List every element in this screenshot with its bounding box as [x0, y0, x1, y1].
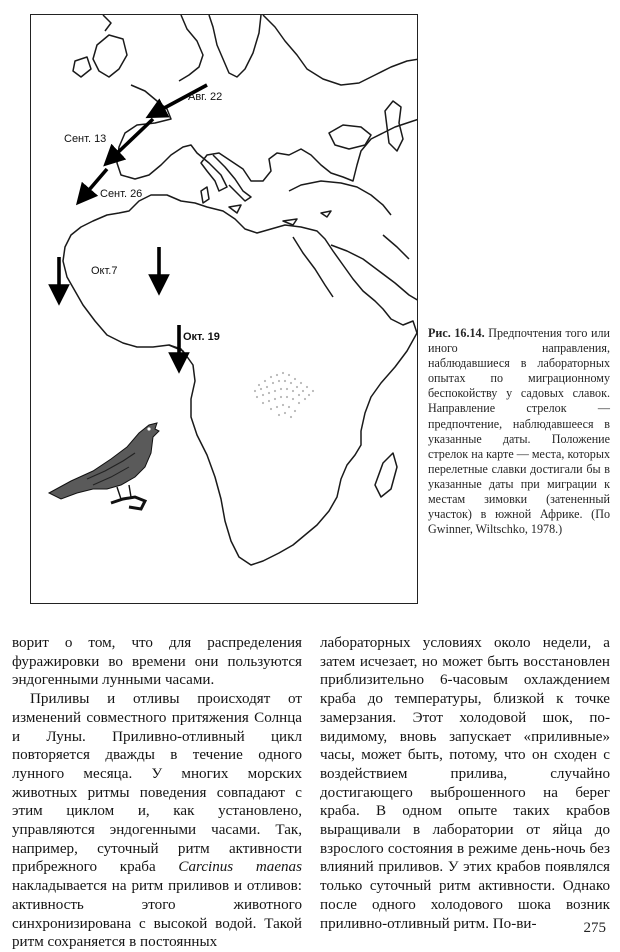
- label-oct19: Окт. 19: [183, 331, 220, 343]
- label-oct7: Окт.7: [91, 265, 118, 277]
- left-paragraph-2-start: Приливы и отливы происходят от изменений совместного притяжения Солнца и Луны. Приливно-отливный цикл повторяется дважды в течение одного лунного месяца. У многих морских животных ритмы поведения совпадают с этим циклом и, как установлено, управляются эндогенными часами. Так, например, суточный ритм активности прибрежного краба: [12, 691, 302, 876]
- europe-coast: [117, 85, 418, 191]
- africa-outline: [63, 195, 417, 565]
- text-column-right: [320, 634, 610, 933]
- label-sep13: Сент. 13: [64, 133, 107, 145]
- africa-europe-map: [31, 15, 418, 604]
- caption-text: Предпочтения того или иного направления, наблюдавшиеся в лабораторных опытах по миграционному беспокойству у садовых славок. Направление стрелок — предпочтение, наблюдавшееся в указанные даты. Положение стрелок на карте — места, которых перелетные славки достигали бы в указанные даты при миграции к местам зимовки (затененный участок) в южной Африке. (По Gwinner, Wiltschko, 1978.): [428, 326, 610, 537]
- right-paragraph-1: лабораторных условиях около недели, а затем исчезает, но может быть восстановлен приблизительно 6-часовым охлаждением краба до температуры, близкой к точке замерзания. Этот холодовой шок, по-видимому, вновь запускает «приливные» часы, может быть, потому, что он сходен с воздействием прилива, случайно достигающего выброшенного на берег краба. В одном опыте таких крабов выращивали в лаборатории от яйца до взрослого состояния в режиме день-ночь без влияний приливов. У этих крабов появлялся только суточный ритм активности. Однако после одного холодового шока возник приливно-отливный ритм. По-ви-: [320, 635, 610, 932]
- text-column-left: [12, 634, 302, 952]
- madagascar: [375, 453, 397, 497]
- asia-minor: [289, 181, 391, 215]
- scandinavia-outline: [209, 15, 261, 77]
- red-sea: [293, 237, 333, 297]
- cyprus: [321, 211, 331, 217]
- persian-gulf: [383, 235, 409, 259]
- wintering-area: [254, 372, 314, 418]
- figure-map: [30, 14, 418, 604]
- page-number: 275: [583, 920, 606, 936]
- black-sea: [329, 125, 371, 149]
- europe-east: [263, 15, 418, 85]
- sardinia: [201, 187, 209, 203]
- figure-caption: [428, 326, 610, 537]
- left-paragraph-2-end: накладывается на ритм приливов и отливов: активность этого животного синхронизирована с высокой водой. Такой ритм сохраняется в постоянных: [12, 878, 302, 951]
- arrow-sep13: [111, 119, 153, 159]
- left-paragraph-1: ворит о том, что для распределения фуражировки во времени они пользуются эндогенными лунными часами.: [12, 635, 302, 689]
- ireland: [73, 57, 91, 77]
- sicily: [229, 205, 241, 213]
- figure-number: Рис. 16.14.: [428, 326, 485, 340]
- caspian-sea: [385, 101, 403, 151]
- arabia: [331, 245, 418, 301]
- label-aug22: Авг. 22: [188, 91, 223, 103]
- left-paragraph-2: [12, 690, 302, 952]
- species-name: Carcinus maenas: [178, 859, 302, 876]
- label-sep26: Сент. 26: [100, 188, 143, 200]
- norway-coast: [179, 15, 203, 81]
- iceland-fragment: [103, 15, 111, 31]
- british-isles: [93, 35, 127, 77]
- crete: [283, 219, 297, 225]
- warbler-illustration: [49, 423, 159, 509]
